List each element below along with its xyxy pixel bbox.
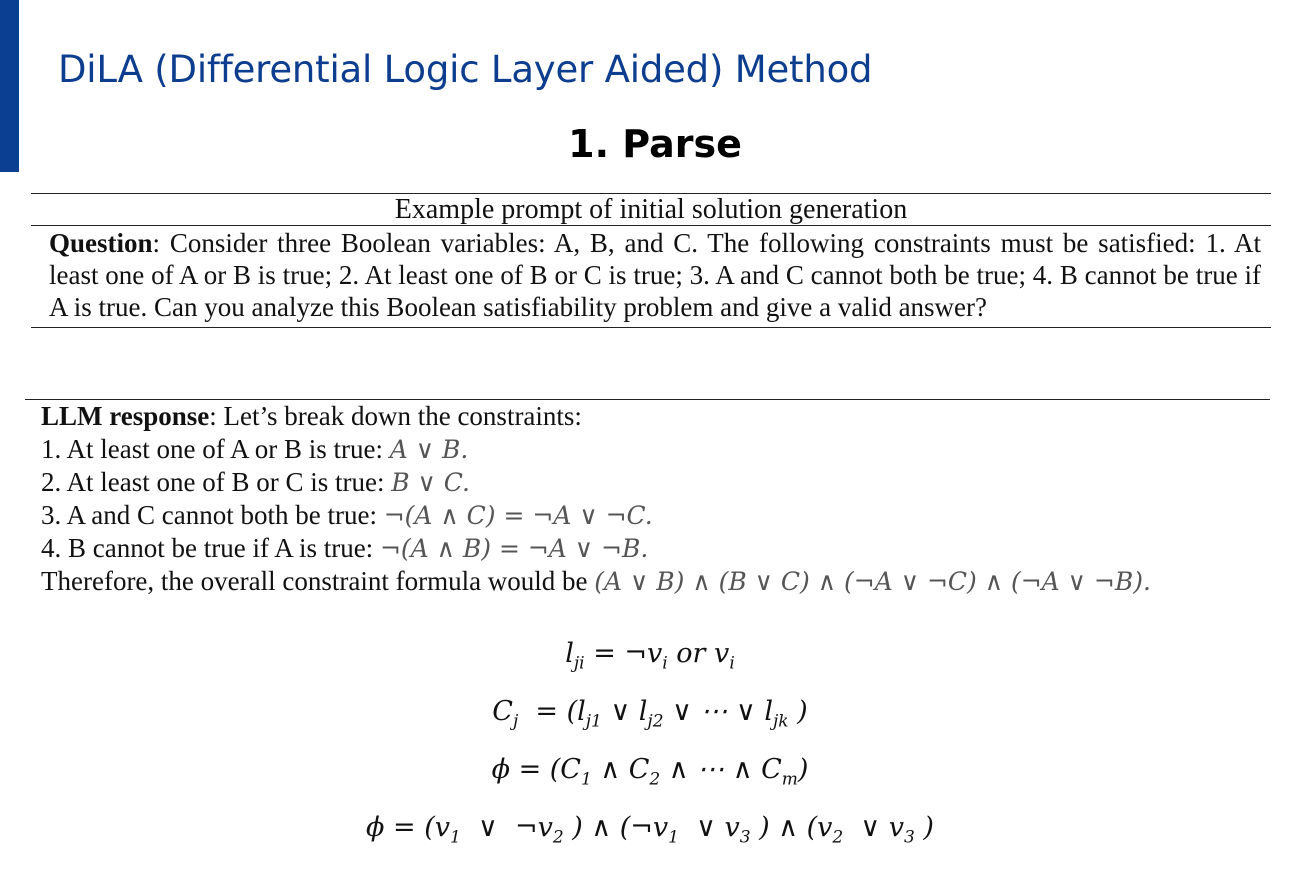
constraint-math: A ∨ B. — [389, 435, 469, 464]
clause-definition-formula: $C_j = (l_{j1}$ ∨ $l_{j2}$ ∨ ⋯ ∨ $l_{jk}$ ) — [492, 696, 808, 732]
constraint-math: (A ∨ B) ∧ (B ∨ C) ∧ (¬A ∨ ¬C) ∧ (¬A ∨ ¬B). — [594, 567, 1151, 596]
question-text: : Consider three Boolean variables: A, B, and C. The following constraints must be satisfied: 1. At least one of A or B is true; 2. At least one of B or C is true; 3. A and C cannot both be true; 4. B cannot be true if A is true. Can you analyze this Boolean satisfiability problem and give a valid answer? — [49, 228, 1261, 322]
response-intro: : Let’s break down the constraints: — [209, 401, 582, 431]
constraint-line-1 — [41, 433, 1270, 466]
constraint-text: 3. A and C cannot both be true: — [41, 500, 384, 530]
response-intro-line — [41, 400, 1270, 433]
constraint-text: 1. At least one of A or B is true: — [41, 434, 390, 464]
prompt-caption: Example prompt of initial solution generation — [394, 194, 908, 225]
constraint-math: ¬(A ∧ B) = ¬A ∨ ¬B. — [379, 534, 649, 563]
question-label: Question — [49, 228, 153, 258]
constraint-math: B ∨ C. — [391, 468, 470, 497]
example-cnf-formula: $\phi = (v_1$ ∨ $\neg v_2$ ) ∧ ($\neg v_1$ ∨ $v_3$ ) ∧ ($v_2$ ∨ $v_3$ ) — [366, 812, 934, 848]
response-body — [25, 400, 1270, 598]
question-paragraph — [31, 226, 1271, 327]
literal-definition-formula: $l_{ji}$ = $\neg v_i$ or $v_i$ — [565, 638, 735, 674]
constraint-line-2 — [41, 466, 1270, 499]
cnf-definition-formula: $\phi = (C_1$ ∧ $C_2$ ∧ ⋯ ∧ $C_m$) — [491, 754, 809, 790]
constraint-text: 2. At least one of B or C is true: — [41, 467, 392, 497]
formula-block — [0, 630, 1294, 862]
constraint-math: ¬(A ∧ C) = ¬A ∨ ¬C. — [383, 501, 653, 530]
slide-title: DiLA (Differential Logic Layer Aided) Method — [58, 48, 873, 91]
constraint-text: 4. B cannot be true if A is true: — [41, 533, 380, 563]
section-heading: 1. Parse — [568, 122, 742, 166]
bottom-rule — [31, 327, 1271, 328]
response-box — [25, 399, 1270, 598]
overall-formula-line — [41, 565, 1270, 598]
response-label: LLM response — [41, 401, 210, 431]
constraint-text: Therefore, the overall constraint formula would be — [41, 566, 595, 596]
prompt-box — [31, 193, 1271, 328]
constraint-line-4 — [41, 532, 1270, 565]
constraint-line-3 — [41, 499, 1270, 532]
